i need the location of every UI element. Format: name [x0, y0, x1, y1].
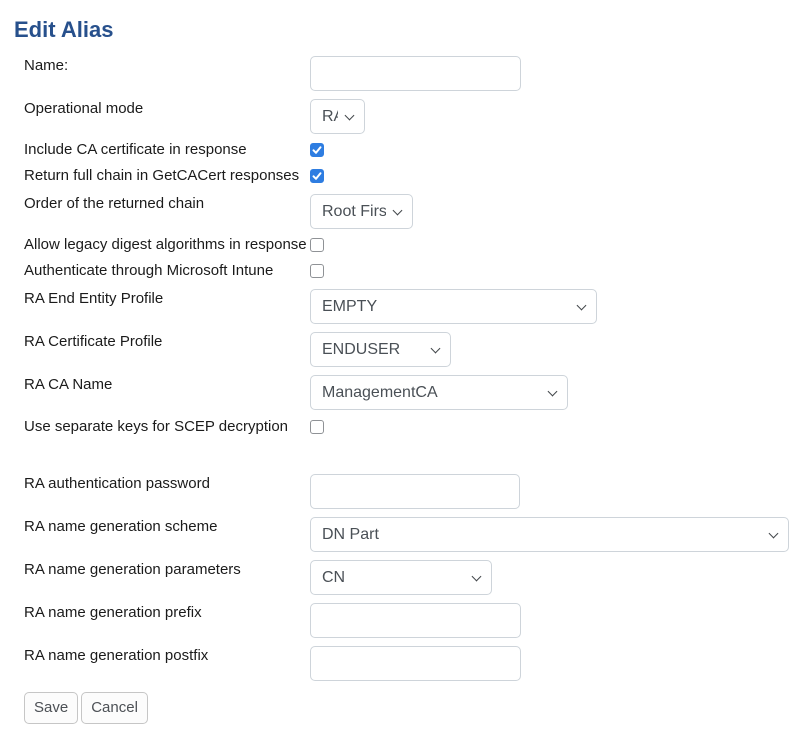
- ra-ca-name-select[interactable]: [311, 376, 567, 409]
- operational-mode-select[interactable]: [311, 100, 364, 133]
- save-button[interactable]: Save: [24, 692, 78, 724]
- operational-mode-label: Operational mode: [24, 100, 144, 117]
- allow-legacy-digest-label: Allow legacy digest algorithms in response: [24, 236, 307, 253]
- row-ra-name-gen-scheme: [0, 517, 810, 552]
- row-operational-mode: [0, 99, 810, 134]
- ra-auth-password-label: RA authentication password: [24, 475, 210, 492]
- ra-authentication-password-input[interactable]: [310, 474, 520, 509]
- ra-end-entity-profile-label: RA End Entity Profile: [24, 290, 164, 307]
- ra-name-gen-postfix-input[interactable]: [310, 646, 521, 681]
- ra-end-entity-profile-select[interactable]: [311, 290, 596, 323]
- ra-ca-name-label: RA CA Name: [24, 376, 113, 393]
- row-return-full-chain: [0, 166, 810, 186]
- allow-legacy-digest-checkbox[interactable]: [310, 238, 324, 252]
- ra-certificate-profile-select-wrap: [310, 332, 451, 367]
- edit-alias-page: [0, 17, 810, 724]
- row-name: [0, 56, 810, 91]
- ra-name-gen-prefix-label: RA name generation prefix: [24, 604, 202, 621]
- row-ra-end-entity-profile: [0, 289, 810, 324]
- row-allow-legacy-digest: [0, 235, 810, 255]
- ra-name-gen-scheme-select-wrap: [310, 517, 789, 552]
- include-ca-cert-label: Include CA certificate in response: [24, 141, 247, 158]
- ra-name-gen-scheme-select[interactable]: [311, 518, 788, 551]
- row-separate-scep-keys: [0, 417, 810, 437]
- name-label: Name:: [24, 57, 69, 74]
- row-ra-auth-password: [0, 474, 810, 509]
- row-ra-name-gen-postfix: [0, 646, 810, 681]
- return-full-chain-label: Return full chain in GetCACert responses: [24, 167, 300, 184]
- ra-name-gen-scheme-label: RA name generation scheme: [24, 518, 218, 535]
- row-intune-auth: [0, 261, 810, 281]
- ra-name-gen-params-label: RA name generation parameters: [24, 561, 241, 578]
- chain-order-select[interactable]: [311, 195, 412, 228]
- ra-name-gen-params-select[interactable]: [311, 561, 491, 594]
- ra-name-gen-params-select-wrap: [310, 560, 492, 595]
- separate-scep-keys-checkbox[interactable]: [310, 420, 324, 434]
- intune-auth-label: Authenticate through Microsoft Intune: [24, 262, 274, 279]
- row-ra-certificate-profile: [0, 332, 810, 367]
- ra-name-gen-prefix-input[interactable]: [310, 603, 521, 638]
- row-ra-ca-name: [0, 375, 810, 410]
- chain-order-label: Order of the returned chain: [24, 195, 205, 212]
- page-title: Edit Alias: [14, 17, 114, 42]
- row-include-ca-cert: [0, 140, 810, 160]
- form-actions: [0, 692, 810, 724]
- ra-name-gen-postfix-label: RA name generation postfix: [24, 647, 209, 664]
- ra-ca-name-select-wrap: [310, 375, 568, 410]
- ra-end-entity-profile-select-wrap: [310, 289, 597, 324]
- check-icon: [311, 144, 323, 156]
- separate-scep-keys-label: Use separate keys for SCEP decryption: [24, 418, 289, 435]
- row-chain-order: [0, 194, 810, 229]
- ra-certificate-profile-select[interactable]: [311, 333, 450, 366]
- edit-alias-form: [0, 56, 810, 724]
- check-icon: [311, 170, 323, 182]
- name-input[interactable]: [310, 56, 521, 91]
- return-full-chain-checkbox[interactable]: [310, 169, 324, 183]
- ra-certificate-profile-label: RA Certificate Profile: [24, 333, 163, 350]
- include-ca-cert-checkbox[interactable]: [310, 143, 324, 157]
- cancel-button[interactable]: Cancel: [81, 692, 148, 724]
- operational-mode-select-wrap: [310, 99, 365, 134]
- row-ra-name-gen-params: [0, 560, 810, 595]
- row-ra-name-gen-prefix: [0, 603, 810, 638]
- intune-auth-checkbox[interactable]: [310, 264, 324, 278]
- chain-order-select-wrap: [310, 194, 413, 229]
